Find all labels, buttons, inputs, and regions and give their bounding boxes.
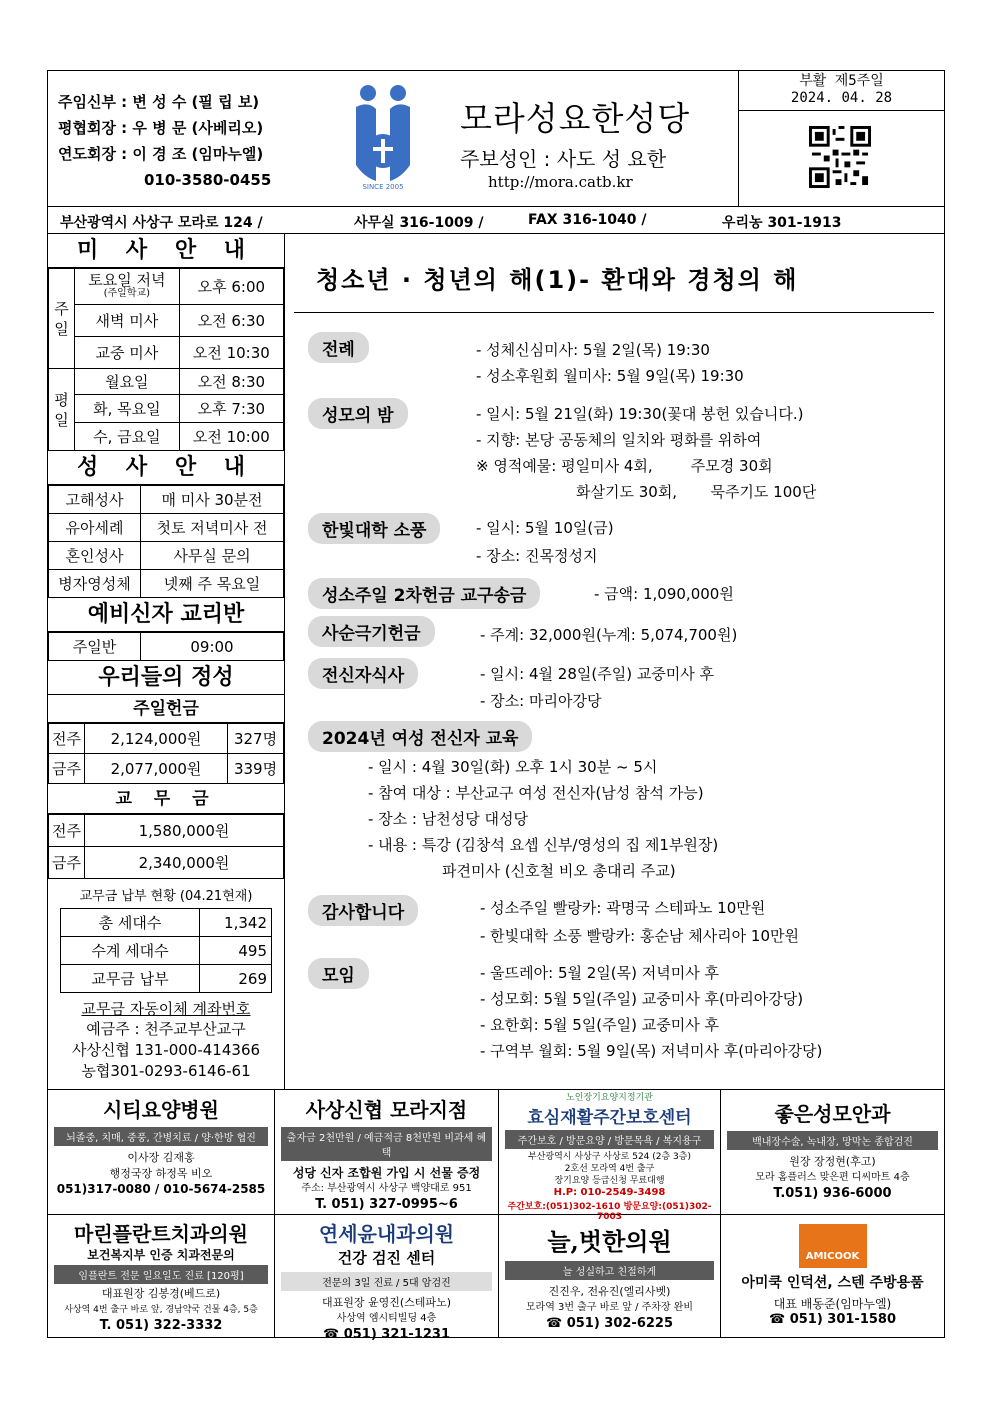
ad-text: 사상역 4번 출구 바로 앞, 경남약국 건물 4층, 5층 (64, 1305, 258, 1315)
ad-tel: T. 051) 327-0995~6 (315, 1197, 458, 1212)
ad-tel: 주간보호:(051)302-1610 방문요양:(051)302-7003 (507, 1202, 712, 1222)
amicook-logo: AMICOOK (799, 1224, 867, 1268)
mass-name: 새벽 미사 (75, 305, 180, 337)
sacrament-title: 성 사 안 내 (48, 451, 284, 485)
thanks-line: - 한빛대학 소풍 빨랑카: 홍순남 체사리아 10만원 (480, 927, 799, 945)
account-holder: 예금주 : 천주교부산교구 (86, 1020, 246, 1038)
offering-amount: 2,077,000원 (85, 754, 228, 784)
ad-text: 진진우, 전유진(엘리사벳) (548, 1285, 671, 1298)
dues-week: 전주 (49, 815, 85, 847)
ad-sasang-credit[interactable] (275, 1094, 498, 1214)
ad-text: 사상역 엠시티빌딩 4층 (336, 1313, 437, 1324)
meeting-line: - 구역부 월회: 5월 9일(목) 저녁미사 후(마리아강당) (480, 1042, 823, 1060)
account-number-2: 농협301-0293-6146-61 (81, 1062, 251, 1080)
table-row (49, 633, 284, 661)
ad-yonsei-clinic[interactable] (275, 1218, 498, 1342)
ad-tel: T. 051) 322-3332 (99, 1318, 223, 1333)
remit-number: 우리농 301-1913 (722, 215, 842, 231)
ad-bar: 주간보호 / 방문요양 / 방문목욕 / 복지용구 (505, 1130, 714, 1149)
sunday-label: 주일 (49, 269, 75, 369)
ad-neulbeot-clinic[interactable] (499, 1218, 720, 1338)
ad-hyosim-center[interactable] (499, 1090, 720, 1222)
ad-name: 시티요양병원 (103, 1098, 219, 1122)
table-row (49, 305, 284, 337)
ad-text: H.P: 010-2549-3498 (553, 1187, 666, 1198)
ad-text: 대표원장 김봉경(베드로) (101, 1287, 221, 1300)
bulletin-date: 2024. 04. 28 (790, 90, 893, 106)
church-logo-icon (346, 81, 420, 193)
contact-phone: 010-3580-0455 (144, 171, 272, 189)
neophyte-line: - 일시: 4월 28일(주일) 교중미사 후 (480, 665, 715, 683)
ad-text: 모라 홈플러스 맞은편 디씨마트 4층 (755, 1172, 910, 1183)
women-line: - 일시 : 4월 30일(화) 오후 1시 30분 ~ 5시 (368, 758, 658, 776)
ad-bar: 전문의 3일 진료 / 5대 암검진 (281, 1272, 492, 1291)
ad-divider (48, 1214, 944, 1215)
women-line: 파견미사 (신호철 비오 총대리 주교) (442, 862, 676, 880)
catechumen-title: 예비신자 교리반 (48, 598, 284, 632)
table-row (49, 369, 284, 395)
weekday-label: 평일 (49, 369, 75, 451)
table-row (49, 754, 284, 784)
table-row (49, 337, 284, 369)
ad-text: 대표원장 윤영진(스테파노) (322, 1296, 451, 1309)
qr-code-icon[interactable] (809, 126, 871, 188)
ad-bar: 백내장수술, 녹내장, 망막논 종합검진 (727, 1131, 938, 1150)
section-lent-title: 사순극기헌금 (308, 616, 435, 647)
account-number-1: 사상신협 131-000-414366 (71, 1041, 261, 1059)
dues-status-value: 1,342 (200, 909, 272, 937)
marian-line: 화살기도 30회, 묵주기도 100단 (576, 483, 817, 501)
section-hanbit-title: 한빛대학 소풍 (308, 513, 440, 544)
dues-status-title: 교무금 납부 현황 (04.21현재) (79, 889, 253, 904)
meeting-line: - 요한회: 5월 5일(주일) 교중미사 후 (480, 1016, 719, 1034)
ad-text: 대표 배동준(임마누엘) (773, 1297, 892, 1311)
ad-text: 행정국장 하정목 비오 (109, 1167, 213, 1180)
mass-schedule-table (48, 268, 284, 451)
ad-bar: 뇌졸중, 치매, 중풍, 간병치료 / 양·한방 협진 (54, 1127, 268, 1146)
women-line: - 참여 대상 : 부산교구 여성 전신자(남성 참석 가능) (368, 784, 704, 802)
lent-line: - 주계: 32,000원(누계: 5,074,700원) (480, 626, 738, 644)
sacrament-table (48, 485, 284, 598)
church-address: 부산광역시 사상구 모라로 124 / (60, 215, 263, 231)
table-row (49, 486, 284, 514)
table-row (49, 724, 284, 754)
dues-status-label: 총 세대수 (61, 909, 200, 937)
year-theme-title: 청소년 · 청년의 해(1)- 환대와 경청의 해 (316, 266, 799, 294)
offering-week: 전주 (49, 724, 85, 754)
marian-line: - 일시: 5월 21일(화) 19:30(꽃대 봉헌 있습니다.) (476, 405, 804, 423)
catechumen-class: 주일반 (49, 633, 141, 661)
table-row (61, 909, 272, 937)
table-row (49, 514, 284, 542)
main-content (286, 234, 944, 1089)
table-row (49, 423, 284, 451)
liturgical-week: 부활 제5주일 (799, 73, 884, 89)
dues-status-label: 수계 세대수 (61, 937, 200, 965)
meeting-line: - 성모회: 5월 5일(주일) 교중미사 후(마리아강당) (480, 990, 804, 1008)
ad-tel: ☎ 051) 301-1580 (768, 1312, 897, 1327)
sunday-offering-title: 주일헌금 (48, 695, 284, 723)
offering-amount: 2,124,000원 (85, 724, 228, 754)
ad-sub: 보건복지부 인증 치과전문의 (87, 1248, 235, 1262)
ad-top: 노인장기요양지정기관 (566, 1093, 653, 1103)
dues-title: 교 무 금 (48, 784, 284, 814)
ad-name: 연세윤내과의원 (318, 1222, 455, 1246)
patron-saint: 주보성인 : 사도 성 요한 (460, 147, 667, 171)
address-bar (48, 207, 944, 234)
officers-block (58, 89, 271, 193)
section-meeting-title: 모임 (308, 958, 369, 989)
vocation-line: - 금액: 1,090,000원 (594, 585, 734, 603)
left-sidebar (48, 234, 285, 1089)
bulletin-frame (47, 70, 945, 1342)
dues-status-label: 교무금 납부 (61, 965, 200, 993)
catechumen-time: 09:00 (141, 633, 284, 661)
sacrament-name: 혼인성사 (49, 542, 141, 570)
mass-name: 교중 미사 (75, 337, 180, 369)
ad-name: 늘,벗한의원 (547, 1227, 672, 1256)
ad-text: 성당 신자 조합원 가입 시 선물 증정 (292, 1166, 481, 1180)
offering-table (48, 723, 284, 784)
date-panel (738, 71, 944, 207)
mass-time: 오전 8:30 (179, 369, 283, 395)
pastor-line: 주임신부 : 변 성 수 (필 립 보) (58, 93, 260, 111)
ad-name: 마린플란트치과의원 (74, 1222, 248, 1246)
mass-name: 수, 금요일 (75, 423, 180, 451)
liturgy-line: - 성체신심미사: 5월 2일(목) 19:30 (476, 341, 710, 359)
ad-name: 아미쿡 인덕션, 스텐 주방용품 (741, 1275, 924, 1291)
offering-count: 327명 (228, 724, 284, 754)
mass-time: 오전 10:00 (179, 423, 283, 451)
sacrament-value: 매 미사 30분전 (141, 486, 284, 514)
ad-name: 효심재활주간보호센터 (527, 1108, 692, 1128)
logo-since: SINCE 2005 (362, 183, 404, 191)
ad-sub: 건강 검진 센터 (337, 1249, 436, 1267)
table-row (61, 965, 272, 993)
dues-status-value: 495 (200, 937, 272, 965)
dues-amount: 2,340,000원 (85, 847, 284, 879)
ad-bar: 늘 성실하고 친절하게 (505, 1261, 714, 1280)
ad-eye-clinic[interactable] (721, 1098, 944, 1214)
ad-text: 2호선 모라역 4번 출구 (564, 1164, 655, 1174)
mass-time: 오후 7:30 (179, 395, 283, 423)
sacrament-value: 넷째 주 목요일 (141, 570, 284, 598)
mass-name: 토요일 저녁 (주일학교) (75, 269, 180, 305)
theme-divider (294, 312, 934, 313)
section-women-title: 2024년 여성 전신자 교육 (308, 721, 532, 752)
ad-tel: ☎ 051) 302-6225 (545, 1316, 674, 1331)
offering-count: 339명 (228, 754, 284, 784)
sacrament-value: 첫토 저녁미사 전 (141, 514, 284, 542)
table-row (49, 815, 284, 847)
ad-bar: 출자금 2천만원 / 예금적금 8천만원 비과세 혜택 (281, 1127, 492, 1161)
sponsor-ads (48, 1089, 944, 1342)
ad-text: 주소: 부산광역시 사상구 백양대로 951 (301, 1183, 472, 1194)
section-neophyte-title: 전신자식사 (308, 658, 418, 689)
offering-title: 우리들의 정성 (48, 661, 284, 695)
ad-tel: ☎ 051) 321-1231 (322, 1327, 451, 1342)
ad-name: 사상신협 모라지점 (305, 1098, 468, 1122)
dues-status-value: 269 (200, 965, 272, 993)
church-url[interactable]: http://mora.catb.kr (488, 173, 633, 191)
ad-text: 모라역 3번 출구 바로 앞 / 주차장 완비 (525, 1302, 694, 1313)
mass-name: 화, 목요일 (75, 395, 180, 423)
ad-text: 장기요양 등급신청 무료대행 (554, 1176, 665, 1186)
fax-number: FAX 316-1040 / (528, 212, 647, 228)
mass-schedule-title: 미 사 안 내 (48, 234, 284, 268)
neophyte-line: - 장소: 마리아강당 (480, 692, 602, 710)
dues-status-table (60, 908, 272, 993)
dues-week: 금주 (49, 847, 85, 879)
table-row (49, 570, 284, 598)
ad-marin-dental[interactable] (48, 1218, 274, 1338)
council-line: 평협회장 : 우 병 문 (사베리오) (58, 119, 264, 137)
mass-time: 오후 6:00 (179, 269, 283, 305)
ad-text: 원장 장정현(후고) (789, 1155, 876, 1168)
table-row (49, 847, 284, 879)
section-vocation-title: 성소주일 2차헌금 교구송금 (308, 578, 540, 609)
bulletin-header (48, 71, 944, 207)
section-marian-title: 성모의 밤 (308, 398, 408, 429)
mass-time: 오전 10:30 (179, 337, 283, 369)
catechumen-table (48, 632, 284, 661)
ad-bar: 임플란트 전문 일요일도 진료 [120평] (54, 1265, 268, 1284)
women-line: - 내용 : 특강 (김창석 요셉 신부/영성의 집 제1부원장) (368, 836, 719, 854)
offering-week: 금주 (49, 754, 85, 784)
thanks-line: - 성소주일 빨랑카: 곽명국 스테파노 10만원 (480, 899, 766, 917)
choir-line: 연도회장 : 이 경 조 (임마누엘) (58, 145, 264, 163)
hanbit-line: - 장소: 진목정성지 (476, 547, 598, 565)
sacrament-value: 사무실 문의 (141, 542, 284, 570)
section-liturgy-title: 전례 (308, 332, 369, 363)
mass-time: 오전 6:30 (179, 305, 283, 337)
ad-tel: T.051) 936-6000 (773, 1186, 892, 1201)
date-box (739, 71, 944, 111)
account-title: 교무금 자동이체 계좌번호 (81, 1000, 251, 1018)
liturgy-line: - 성소후원회 월미사: 5월 9일(목) 19:30 (476, 367, 744, 385)
ad-text: 부산광역시 사상구 사상로 524 (2층 3층) (528, 1152, 691, 1162)
table-row (49, 269, 284, 305)
church-name: 모라성요한성당 (460, 99, 691, 138)
mass-name: 월요일 (75, 369, 180, 395)
ad-text: 이사장 김재홍 (127, 1151, 195, 1164)
table-row (61, 937, 272, 965)
table-row (49, 542, 284, 570)
meeting-line: - 울뜨레아: 5월 2일(목) 저녁미사 후 (480, 964, 719, 982)
ad-city-hospital[interactable] (48, 1094, 274, 1214)
marian-line: - 지향: 본당 공동체의 일치와 평화를 위하여 (476, 431, 762, 449)
ad-amicook[interactable] (721, 1218, 944, 1338)
sacrament-name: 병자영성체 (49, 570, 141, 598)
dues-table (48, 814, 284, 879)
table-row (49, 395, 284, 423)
ad-tel: 051)317-0080 / 010-5674-2585 (56, 1182, 266, 1196)
women-line: - 장소 : 남천성당 대성당 (368, 810, 528, 828)
office-phone: 사무실 316-1009 / (354, 215, 484, 231)
hanbit-line: - 일시: 5월 10일(금) (476, 519, 614, 537)
section-thanks-title: 감사합니다 (308, 895, 418, 926)
sacrament-name: 고해성사 (49, 486, 141, 514)
sacrament-name: 유아세례 (49, 514, 141, 542)
dues-amount: 1,580,000원 (85, 815, 284, 847)
ad-name: 좋은성모안과 (774, 1102, 891, 1126)
marian-line: ※ 영적예물: 평일미사 4회, 주모경 30회 (476, 457, 773, 475)
